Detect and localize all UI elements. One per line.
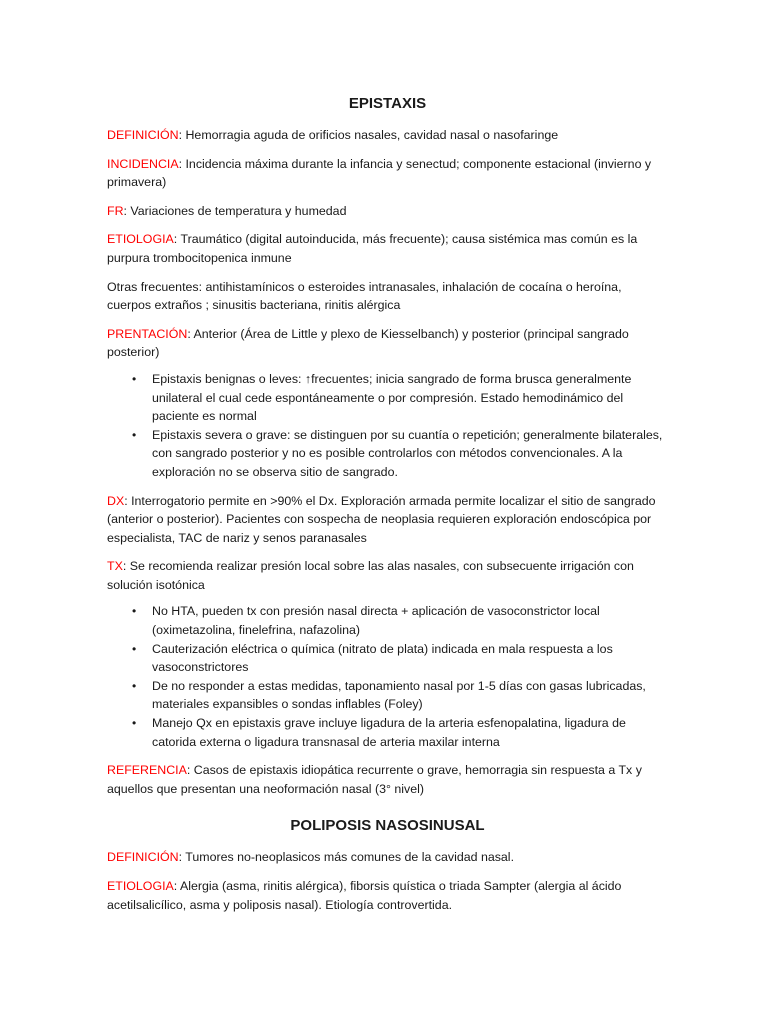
- bullet-icon: •: [132, 641, 137, 656]
- tx-list: [107, 602, 668, 751]
- epistaxis-fr: [107, 202, 668, 221]
- epistaxis-otras: Otras frecuentes: antihistamínicos o esteroides intranasales, inhalación de cocaína o heroína, cuerpos extraños ; sinusitis bacteriana, rinitis alérgica: [107, 279, 622, 313]
- epistaxis-referencia: [107, 761, 668, 798]
- incidencia-text: : Incidencia máxima durante la infancia y senectud; componente estacional (invierno y primavera): [107, 156, 652, 190]
- epistaxis-presentacion: [107, 325, 668, 362]
- list-item: • Epistaxis benignas o leves: ↑frecuentes; inicia sangrado de forma brusca generalmente unilateral el cual cede espontáneamente o por compresión. Estado hemodinámico del paciente es normal: [132, 371, 632, 424]
- tx-label: TX: [107, 559, 123, 574]
- etiologia-text: : Traumático (digital autoinducida, más frecuente); causa sistémica mas común es la purpura trombocitopenica inmune: [107, 232, 638, 265]
- presentacion-text: : Anterior (Área de Little y plexo de Kiesselbanch) y posterior (principal sangrado posterior): [107, 326, 629, 360]
- epistaxis-tx: [107, 557, 668, 594]
- etiologia-label: ETIOLOGIA: [107, 232, 174, 247]
- tx-text: : Se recomienda realizar presión local sobre las alas nasales, con subsecuente irrigación con solución isotónica: [107, 559, 634, 592]
- bullet-icon: •: [132, 371, 137, 386]
- list-item: • Manejo Qx en epistaxis grave incluye ligadura de la arteria esfenopalatina, ligadura de catorida externa o ligadura transnasal de arteria maxilar interna: [132, 716, 626, 749]
- fr-label: FR: [107, 203, 124, 218]
- list-item: • Epistaxis severa o grave: se distinguen por su cuantía o repetición; generalmente bilaterales, con sangrado posterior y no es posible controlarlos con métodos convencionales. A la exploración no se observa sitio de sangrado.: [132, 427, 663, 479]
- epistaxis-incidencia: [107, 155, 668, 192]
- bullet-icon: •: [132, 427, 137, 442]
- list-item: • Cauterización eléctrica o química (nitrato de plata) indicada en mala respuesta a los vasoconstrictores: [132, 641, 613, 675]
- dx-text: : Interrogatorio permite en >90% el Dx. Exploración armada permite localizar el sitio de sangrado (anterior o posterior). Pacientes con sospecha de neoplasia requieren exploración endoscópica por especialista, TAC de nariz y senos paranasales: [107, 493, 656, 545]
- definicion-text: : Hemorragia aguda de orificios nasales, cavidad nasal o nasofaringe: [178, 128, 559, 142]
- poliposis-etiologia-label: ETIOLOGIA: [107, 879, 174, 893]
- list-item: • No HTA, pueden tx con presión nasal directa + aplicación de vasoconstrictor local (oximetazolina, finelefrina, nafazolina): [132, 604, 600, 638]
- presentacion-label: PRENTACIÓN: [107, 326, 188, 341]
- definicion-label: DEFINICIÓN: [107, 128, 179, 142]
- epistaxis-title: EPISTAXIS: [348, 95, 427, 112]
- dx-label: DX: [107, 493, 125, 508]
- bullet-icon: •: [132, 678, 137, 693]
- epistaxis-definicion: [107, 126, 668, 145]
- poliposis-definicion-label: DEFINICIÓN: [107, 850, 179, 865]
- referencia-text: : Casos de epistaxis idiopática recurrente o grave, hemorragia sin respuesta a Tx y aquellos que presentan una neoformación nasal (3° nivel): [107, 763, 642, 796]
- incidencia-label: INCIDENCIA: [107, 156, 179, 171]
- poliposis-title: POLIPOSIS NASOSINUSAL: [290, 817, 485, 835]
- poliposis-definicion-text: : Tumores no-neoplasicos más comunes de la cavidad nasal.: [178, 850, 515, 865]
- bullet-icon: •: [132, 604, 137, 619]
- presentacion-list: [107, 370, 668, 482]
- epistaxis-etiologia: [107, 230, 668, 267]
- referencia-label: REFERENCIA: [107, 763, 187, 778]
- poliposis-etiologia-text: : Alergia (asma, rinitis alérgica), fiborsis quística o triada Sampter (alergia al ácido acetilsalicílico, asma y poliposis nasal). Etiología controvertida.: [107, 879, 622, 912]
- bullet-icon: •: [132, 716, 137, 731]
- poliposis-etiologia: [107, 877, 668, 914]
- fr-text: : Variaciones de temperatura y humedad: [123, 203, 347, 218]
- poliposis-definicion: [107, 848, 668, 867]
- list-item: • De no responder a estas medidas, taponamiento nasal por 1-5 días con gasas lubricadas, materiales expansibles o sondas inflables (Foley): [132, 678, 646, 712]
- epistaxis-dx: [107, 492, 668, 548]
